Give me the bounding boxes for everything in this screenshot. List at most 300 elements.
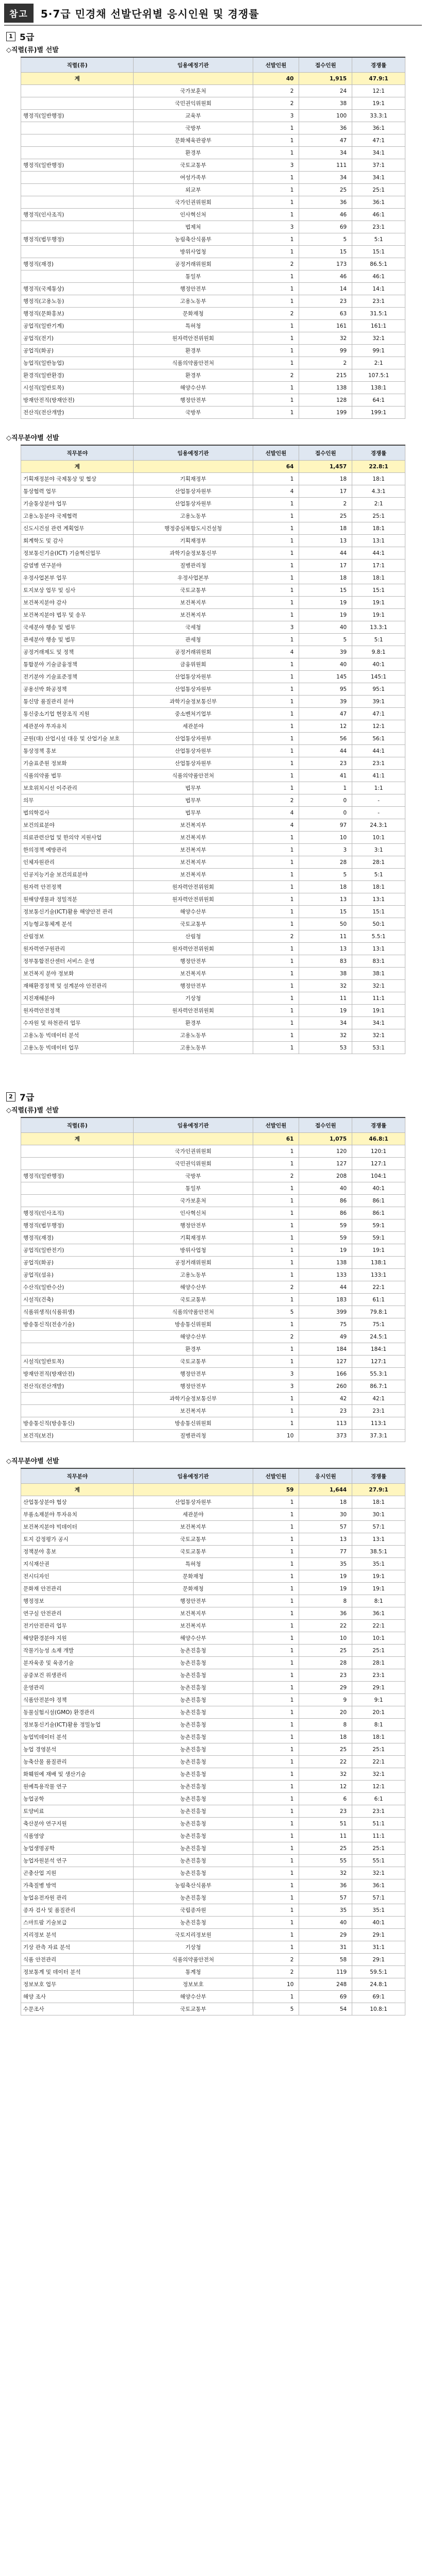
cell-col-field [21, 1405, 134, 1417]
table-row [21, 221, 405, 233]
cell-col-ratio: 10:1 [352, 832, 405, 844]
cell-col-applicants: 58 [299, 1954, 352, 1966]
cell-col-field: 공업직(화공) [21, 345, 134, 357]
cell-col-field: 행정직(문화홍보) [21, 308, 134, 320]
cell-col-quota: 1 [253, 320, 299, 332]
cell-col-agency: 원자력안전위원회 [134, 881, 253, 893]
cell-col-field: 산림정보 [21, 930, 134, 943]
cell-col-field: 공업직(전기) [21, 332, 134, 345]
cell-col-ratio: 138:1 [352, 382, 405, 394]
table-row [21, 1645, 405, 1657]
table-row [21, 968, 405, 980]
cell-col-quota: 4 [253, 807, 299, 819]
cell-col-ratio: 36:1 [352, 1607, 405, 1620]
cell-col-agency: 해양수산부 [134, 906, 253, 918]
cell-col-agency: 농촌진흥청 [134, 1892, 253, 1904]
table-row [21, 1842, 405, 1855]
section-7-title: 7급 [20, 1093, 35, 1103]
cell-col-field: 종자 검사 및 품질관리 [21, 1904, 134, 1917]
cell-col-field: 방재안전직(방재안전) [21, 394, 134, 406]
table-row [21, 134, 405, 147]
cell-col-quota: 1 [253, 1842, 299, 1855]
cell-col-field: 보건복지분야 빅데이터 [21, 1521, 134, 1533]
table-row [21, 1417, 405, 1430]
cell-col-agency: 방송통신위원회 [134, 1417, 253, 1430]
cell-col-field: 기획재정분야 국제통상 및 협상 [21, 473, 134, 485]
cell-col-agency: 문화재청 [134, 308, 253, 320]
cell-col-applicants: 3 [299, 844, 352, 856]
cell-col-agency: 보건복지부 [134, 597, 253, 609]
cell-col-field: 운영관리 [21, 1682, 134, 1694]
cell-col-field: 농업유전자원 관리 [21, 1892, 134, 1904]
cell-col-applicants: 23 [299, 295, 352, 308]
cell-col-ratio: 19:1 [352, 1244, 405, 1257]
cell-col-agency: 농촌진흥청 [134, 1917, 253, 1929]
cell-col-ratio: 27.9:1 [352, 1484, 405, 1496]
table-row [21, 1405, 405, 1417]
cell-col-agency: 통일부 [134, 270, 253, 283]
cell-col-ratio: 46:1 [352, 270, 405, 283]
cell-col-applicants: 15 [299, 246, 352, 258]
cell-col-field: 공업직(화공) [21, 1257, 134, 1269]
cell-col-applicants: 17 [299, 560, 352, 572]
cell-col-quota: 1 [253, 1632, 299, 1645]
cell-col-ratio: 9:1 [352, 1694, 405, 1706]
cell-col-agency: 방송통신위원회 [134, 1318, 253, 1331]
cell-col-quota: 2 [253, 1966, 299, 1978]
cell-col-agency: 농촌진흥청 [134, 1768, 253, 1781]
cell-col-field: 계 [21, 73, 134, 85]
cell-col-agency: 환경부 [134, 1017, 253, 1029]
cell-col-ratio: 47:1 [352, 134, 405, 147]
cell-col-quota: 1 [253, 1244, 299, 1257]
cell-col-applicants: 8 [299, 1595, 352, 1607]
cell-col-field: 보건복지분야 감사 [21, 597, 134, 609]
table-row [21, 394, 405, 406]
table-row [21, 733, 405, 745]
cell-col-field: 수산직(일반수산) [21, 1281, 134, 1294]
cell-col-ratio: 22.8:1 [352, 461, 405, 473]
table-row [21, 147, 405, 159]
cell-col-quota: 1 [253, 522, 299, 535]
cell-col-agency [134, 73, 253, 85]
cell-col-applicants: 50 [299, 918, 352, 930]
table-row [21, 1570, 405, 1583]
table-row [21, 1941, 405, 1954]
cell-col-quota: 1 [253, 856, 299, 869]
cell-col-ratio: 86:1 [352, 1195, 405, 1207]
cell-col-agency: 보건복지부 [134, 1607, 253, 1620]
table-row [21, 893, 405, 906]
cell-col-agency: 방위사업청 [134, 246, 253, 258]
table-row [21, 943, 405, 955]
table-row [21, 1533, 405, 1546]
cell-col-quota: 1 [253, 1781, 299, 1793]
cell-col-quota: 1 [253, 869, 299, 881]
table-row [21, 621, 405, 634]
cell-col-quota: 1 [253, 1570, 299, 1583]
cell-col-quota: 1 [253, 1195, 299, 1207]
cell-col-quota: 2 [253, 794, 299, 807]
cell-col-quota: 3 [253, 159, 299, 172]
cell-col-applicants: 1,457 [299, 461, 352, 473]
cell-col-agency: 기획재정부 [134, 473, 253, 485]
cell-col-field: 보건의료분야 [21, 819, 134, 832]
cell-col-quota: 59 [253, 1484, 299, 1496]
table-row [21, 184, 405, 196]
cell-col-field: 정보통신기술(ICT)활용 정밀농업 [21, 1719, 134, 1731]
cell-col-quota: 1 [253, 196, 299, 209]
cell-col-quota: 1 [253, 1318, 299, 1331]
cell-col-applicants: 23 [299, 1405, 352, 1417]
cell-col-field: 연구실 안전관리 [21, 1607, 134, 1620]
cell-col-applicants: 34 [299, 172, 352, 184]
cell-col-applicants: 13 [299, 893, 352, 906]
cell-col-field: 고용노동분야 국제협력 [21, 510, 134, 522]
cell-col-field: 전산직(전산개발) [21, 406, 134, 419]
cell-col-agency: 국토교통부 [134, 1355, 253, 1368]
cell-col-agency: 보건복지부 [134, 832, 253, 844]
cell-col-field [21, 196, 134, 209]
cell-col-ratio: 29:1 [352, 1682, 405, 1694]
cell-col-applicants: 28 [299, 856, 352, 869]
cell-col-field [21, 172, 134, 184]
cell-col-ratio: 13:1 [352, 943, 405, 955]
cell-col-applicants: 97 [299, 819, 352, 832]
cell-col-field: 토지 감정평가 공시 [21, 1533, 134, 1546]
cell-col-quota: 1 [253, 1917, 299, 1929]
table-row [21, 955, 405, 968]
table-row [21, 1781, 405, 1793]
cell-col-field: 재해환경정책 및 설계분야 안전관리 [21, 980, 134, 992]
cell-col-field: 보건복지분야 법무 및 송무 [21, 609, 134, 621]
cell-col-field: 계 [21, 1133, 134, 1145]
cell-col-ratio: 56:1 [352, 733, 405, 745]
section-5-title: 5급 [20, 32, 35, 43]
cell-col-agency: 중소벤처기업부 [134, 708, 253, 720]
cell-col-ratio: 23:1 [352, 1405, 405, 1417]
s5-general-table [21, 57, 405, 419]
cell-col-applicants: 183 [299, 1294, 352, 1306]
table-row [21, 535, 405, 547]
cell-col-ratio: 18:1 [352, 1496, 405, 1509]
cell-col-field: 공업직(일반전기) [21, 1244, 134, 1257]
cell-col-field: 행정직(재경) [21, 258, 134, 270]
cell-col-agency: 행정안전부 [134, 1219, 253, 1232]
cell-col-applicants: 44 [299, 547, 352, 560]
table-row [21, 1632, 405, 1645]
cell-col-ratio: 15:1 [352, 906, 405, 918]
cell-col-quota: 1 [253, 844, 299, 856]
cell-col-ratio: 37:1 [352, 159, 405, 172]
table-row [21, 406, 405, 419]
table-row [21, 757, 405, 770]
cell-col-quota: 1 [253, 1904, 299, 1917]
table-row [21, 1244, 405, 1257]
cell-col-ratio: 59.5:1 [352, 1966, 405, 1978]
cell-col-applicants: 63 [299, 308, 352, 320]
cell-col-ratio: 11:1 [352, 1830, 405, 1842]
cell-col-applicants: 1,075 [299, 1133, 352, 1145]
cell-col-ratio: 30:1 [352, 1509, 405, 1521]
cell-col-ratio: 35:1 [352, 1558, 405, 1570]
cell-col-field: 정책분야 홍보 [21, 1546, 134, 1558]
cell-col-field: 지진재해분야 [21, 992, 134, 1005]
cell-col-quota: 1 [253, 1719, 299, 1731]
cell-col-quota: 1 [253, 1706, 299, 1719]
cell-col-ratio: 46:1 [352, 209, 405, 221]
table-row [21, 1978, 405, 1991]
cell-col-applicants: 36 [299, 1607, 352, 1620]
cell-col-agency: 세관분야 [134, 1509, 253, 1521]
cell-col-applicants: 22 [299, 1620, 352, 1632]
cell-col-applicants: 18 [299, 473, 352, 485]
cell-col-applicants: 25 [299, 1645, 352, 1657]
cell-col-quota: 1 [253, 1669, 299, 1682]
cell-col-agency: 관세청 [134, 634, 253, 646]
cell-col-applicants: 25 [299, 1842, 352, 1855]
cell-col-field: 부품소재분야 투자유치 [21, 1509, 134, 1521]
cell-col-field: 지식재산권 [21, 1558, 134, 1570]
cell-col-quota: 1 [253, 535, 299, 547]
cell-col-agency [134, 1484, 253, 1496]
cell-col-field: 식품 안전관리 [21, 1954, 134, 1966]
cell-col-agency: 공정거래위원회 [134, 646, 253, 658]
s7-special-subtitle: ◇직무분야별 선발 [6, 1458, 59, 1465]
cell-col-agency: 금융위원회 [134, 658, 253, 671]
cell-col-applicants: 6 [299, 1793, 352, 1805]
table-row [21, 1669, 405, 1682]
cell-col-quota: 1 [253, 1017, 299, 1029]
cell-col-field: 통상정책 홍보 [21, 745, 134, 757]
cell-col-ratio: 14:1 [352, 283, 405, 295]
cell-col-field [21, 270, 134, 283]
table-row [21, 196, 405, 209]
table-row [21, 1595, 405, 1607]
cell-col-agency: 산업통상자원부 [134, 1496, 253, 1509]
cell-col-agency: 식품의약품안전처 [134, 357, 253, 369]
section-number-icon: 2 [6, 1092, 15, 1101]
cell-col-agency: 농촌진흥청 [134, 1756, 253, 1768]
cell-col-agency: 기획재정부 [134, 535, 253, 547]
cell-col-agency: 국가보훈처 [134, 1195, 253, 1207]
cell-col-agency: 국토지리정보원 [134, 1929, 253, 1941]
cell-col-field: 공업직(섬유) [21, 1269, 134, 1281]
cell-col-field: 보건복지 분야 정보화 [21, 968, 134, 980]
cell-col-field: 계 [21, 1484, 134, 1496]
cell-col-agency: 방위사업청 [134, 1244, 253, 1257]
table-row [21, 1793, 405, 1805]
cell-col-ratio: 46.8:1 [352, 1133, 405, 1145]
cell-col-quota: 1 [253, 1929, 299, 1941]
cell-col-field: 행정정보 [21, 1595, 134, 1607]
cell-col-agency: 법무부 [134, 807, 253, 819]
cell-col-agency: 기획재정부 [134, 1232, 253, 1244]
cell-col-field: 인체자원관리 [21, 856, 134, 869]
cell-col-agency: 산업통상자원부 [134, 733, 253, 745]
cell-col-applicants: 208 [299, 1170, 352, 1182]
cell-col-applicants: 5 [299, 233, 352, 246]
cell-col-applicants: 40 [299, 658, 352, 671]
cell-col-agency: 여성가족부 [134, 172, 253, 184]
cell-col-agency: 특허청 [134, 320, 253, 332]
cell-col-agency: 농촌진흥청 [134, 1694, 253, 1706]
table-row [21, 1546, 405, 1558]
cell-col-agency: 특허청 [134, 1558, 253, 1570]
cell-col-applicants: 36 [299, 196, 352, 209]
cell-col-ratio: 25:1 [352, 1842, 405, 1855]
cell-col-applicants: 18 [299, 881, 352, 893]
cell-col-quota: 1 [253, 332, 299, 345]
table-row [21, 332, 405, 345]
cell-col-quota: 1 [253, 1892, 299, 1904]
cell-col-field: 신도시건설 관련 계획업무 [21, 522, 134, 535]
table-row [21, 696, 405, 708]
cell-col-applicants: 23 [299, 1805, 352, 1818]
cell-col-quota: 1 [253, 357, 299, 369]
cell-col-quota: 5 [253, 1306, 299, 1318]
cell-col-agency: 법제처 [134, 221, 253, 233]
cell-col-ratio: 36:1 [352, 122, 405, 134]
cell-col-agency: 환경부 [134, 1343, 253, 1355]
cell-col-field: 전산직(전산개발) [21, 1380, 134, 1393]
cell-col-ratio: 29:1 [352, 1929, 405, 1941]
cell-col-quota: 2 [253, 1331, 299, 1343]
cell-col-quota: 1 [253, 1941, 299, 1954]
cell-col-quota: 5 [253, 2003, 299, 2015]
table-row [21, 832, 405, 844]
cell-col-ratio: 107.5:1 [352, 369, 405, 382]
cell-col-applicants: 51 [299, 1818, 352, 1830]
cell-col-agency: 농촌진흥청 [134, 1669, 253, 1682]
cell-col-quota: 1 [253, 955, 299, 968]
cell-col-agency: 과학기술정보통신부 [134, 696, 253, 708]
cell-col-field: 의료관련산업 및 한의약 지원사업 [21, 832, 134, 844]
cell-col-field [21, 1343, 134, 1355]
cell-col-quota: 1 [253, 609, 299, 621]
cell-col-applicants: 13 [299, 943, 352, 955]
cell-col-ratio: 24.3:1 [352, 819, 405, 832]
cell-col-agency: 국민권익위원회 [134, 97, 253, 110]
cell-col-applicants: 86 [299, 1195, 352, 1207]
cell-col-applicants: 83 [299, 955, 352, 968]
table-row [21, 1731, 405, 1743]
cell-col-applicants: 1,915 [299, 73, 352, 85]
table-row [21, 1657, 405, 1669]
table-row [21, 522, 405, 535]
cell-col-ratio: - [352, 794, 405, 807]
cell-col-agency: 농촌진흥청 [134, 1781, 253, 1793]
cell-col-quota: 1 [253, 745, 299, 757]
cell-col-agency: 환경부 [134, 369, 253, 382]
cell-col-field: 원자력 안전정책 [21, 881, 134, 893]
cell-col-field [21, 85, 134, 97]
cell-col-quota: 1 [253, 1879, 299, 1892]
cell-col-agency: 해양수산부 [134, 1331, 253, 1343]
table-row [21, 1509, 405, 1521]
cell-col-applicants: 161 [299, 320, 352, 332]
cell-col-agency: 보건복지부 [134, 819, 253, 832]
cell-col-quota: 1 [253, 906, 299, 918]
cell-col-quota: 1 [253, 1182, 299, 1195]
cell-col-agency: 행정안전부 [134, 1368, 253, 1380]
reference-label: 참고 [4, 4, 34, 23]
cell-col-field: 행정직(법무행정) [21, 1219, 134, 1232]
cell-col-applicants: 41 [299, 770, 352, 782]
table-row [21, 1170, 405, 1182]
table-row [21, 295, 405, 308]
cell-col-quota: 10 [253, 1430, 299, 1442]
cell-col-agency: 원자력안전위원회 [134, 1005, 253, 1017]
cell-col-agency: 보건복지부 [134, 968, 253, 980]
cell-col-applicants: 34 [299, 1017, 352, 1029]
cell-col-agency: 국토교통부 [134, 2003, 253, 2015]
cell-col-agency: 식품의약품안전처 [134, 1306, 253, 1318]
table-row [21, 485, 405, 498]
section-number-icon: 1 [6, 32, 15, 41]
cell-col-applicants: 44 [299, 1281, 352, 1294]
cell-col-applicants: 46 [299, 209, 352, 221]
cell-col-applicants: 13 [299, 535, 352, 547]
header-col-field: 직무분야 [21, 1468, 134, 1484]
cell-col-ratio: 32:1 [352, 1768, 405, 1781]
cell-col-applicants: 19 [299, 1005, 352, 1017]
cell-col-field: 토양비료 [21, 1805, 134, 1818]
cell-col-ratio: 23:1 [352, 757, 405, 770]
cell-col-ratio: 28:1 [352, 856, 405, 869]
cell-col-applicants: 10 [299, 1632, 352, 1645]
cell-col-field: 행정직(국제통상) [21, 283, 134, 295]
cell-col-field [21, 1158, 134, 1170]
cell-col-agency: 국립종자원 [134, 1904, 253, 1917]
cell-col-applicants: 29 [299, 1682, 352, 1694]
cell-col-quota: 1 [253, 246, 299, 258]
cell-col-applicants: 22 [299, 1756, 352, 1768]
cell-col-ratio: 34:1 [352, 172, 405, 184]
cell-col-applicants: 19 [299, 1244, 352, 1257]
cell-col-field: 농업직(일반농업) [21, 357, 134, 369]
cell-col-field: 수문조사 [21, 2003, 134, 2015]
cell-col-field: 통합분야 기술금융정책 [21, 658, 134, 671]
cell-col-agency: 문화체육관광부 [134, 134, 253, 147]
cell-col-quota: 1 [253, 122, 299, 134]
table-row [21, 1768, 405, 1781]
cell-col-field: 전시디자인 [21, 1570, 134, 1583]
cell-col-field [21, 184, 134, 196]
cell-col-agency: 국방부 [134, 122, 253, 134]
table-header-row [21, 445, 405, 461]
cell-col-quota: 1 [253, 233, 299, 246]
cell-col-ratio: 3:1 [352, 844, 405, 856]
cell-col-agency: 국토교통부 [134, 1294, 253, 1306]
header-col-quota: 선발인원 [253, 445, 299, 461]
cell-col-applicants: 46 [299, 270, 352, 283]
cell-col-field: 인공지능기술 보건의료분야 [21, 869, 134, 881]
cell-col-quota: 1 [253, 283, 299, 295]
cell-col-applicants: 32 [299, 332, 352, 345]
cell-col-agency: 농촌진흥청 [134, 1793, 253, 1805]
document-header [4, 3, 259, 23]
cell-col-quota: 2 [253, 1954, 299, 1966]
table-row [21, 1306, 405, 1318]
cell-col-ratio: 12:1 [352, 720, 405, 733]
table-row [21, 1207, 405, 1219]
cell-col-ratio: 5:1 [352, 634, 405, 646]
table-row [21, 1917, 405, 1929]
table-row [21, 1830, 405, 1842]
cell-col-applicants: 20 [299, 1706, 352, 1719]
cell-col-field: 지능형교통체계 분석 [21, 918, 134, 930]
